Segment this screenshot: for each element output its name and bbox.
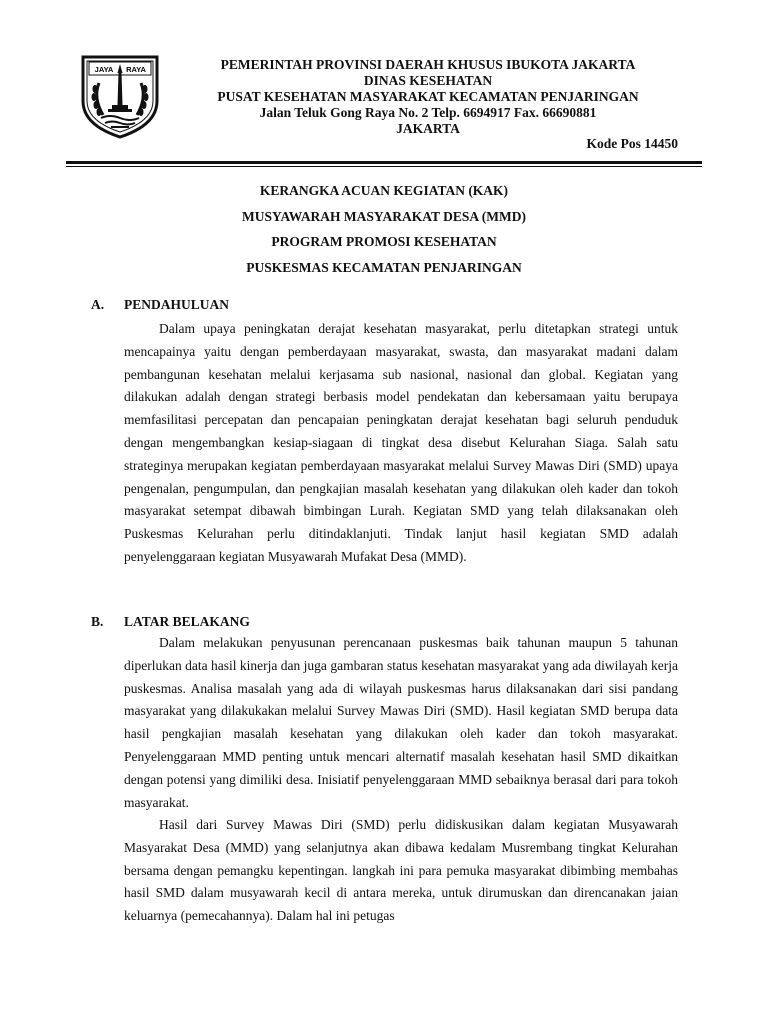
header-postal-code: Kode Pos 14450 [586, 136, 678, 151]
section-b-paragraph-1: Dalam melakukan penyusunan perencanaan puskesmas baik tahunan maupun 5 tahunan diperlukan data hasil kinerja dan juga gambaran status kesehatan masyarakat yang ada diwilayah kerja puskesmas. Analisa masalah yang ada di wilayah puskesmas harus dilaksanakan dari sisi pandang masyarakat yang dilakukakan melalui Survey Mawas Diri (SMD). Hasil kegiatan SMD berupa data hasil pengkajian masalah kesehatan yang dilakukan oleh kader dan tokoh masyarakat. Penyelenggaraan MMD penting untuk mencari alternatif masalah kesehatan hasil SMD dikaitkan dengan potensi yang dimiliki desa. Inisiatif penyelenggaraan MMD sebaiknya berasal dari para tokoh masyarakat. [124, 635, 678, 810]
header-institution: PUSAT KESEHATAN MASYARAKAT KECAMATAN PENJARINGAN [217, 89, 639, 104]
header-government: PEMERINTAH PROVINSI DAERAH KHUSUS IBUKOTA JAKARTA [220, 57, 636, 72]
document-title: KERANGKA ACUAN KEGIATAN (KAK) [259, 183, 509, 198]
svg-text:JAYA: JAYA [94, 65, 114, 74]
header-divider-thick [66, 161, 702, 164]
jaya-raya-emblem-icon [77, 53, 163, 139]
svg-text:RAYA: RAYA [126, 65, 146, 74]
section-b-paragraph-2: Hasil dari Survey Mawas Diri (SMD) perlu didiskusikan dalam kegiatan Musyawarah Masyarakat Desa (MMD) yang selanjutnya akan dibawa kedalam Musrembang tingkat Kelurahan bersama dengan pemangku kepentingan. langkah ini para pemuka masyarakat dibimbing membahas hasil SMD dalam musyawarah kecil di antara mereka, untuk dirumuskan dan direncanakan jaian keluarnya (pemecahannya). Dalam hal ini petugas [124, 817, 678, 924]
document-subtitle-program: PROGRAM PROMOSI KESEHATAN [271, 234, 497, 250]
section-b-letter: B. [91, 614, 104, 629]
header-agency: DINAS KESEHATAN [363, 73, 493, 88]
document-subtitle-activity: MUSYAWARAH MASYARAKAT DESA (MMD) [242, 208, 526, 224]
header-address: Jalan Teluk Gong Raya No. 2 Telp. 6694917 Fax. 66690881 [259, 105, 597, 120]
header-city: JAKARTA [396, 121, 460, 136]
header-divider-thin [66, 166, 702, 167]
section-a-heading: PENDAHULUAN [124, 297, 230, 312]
section-b-heading: LATAR BELAKANG [124, 614, 250, 629]
document-subtitle-facility: PUSKESMAS KECAMATAN PENJARINGAN [246, 260, 522, 276]
section-a-letter: A. [91, 297, 105, 312]
document-title-block [0, 182, 768, 285]
section-a-paragraph: Dalam upaya peningkatan derajat kesehatan masyarakat, perlu ditetapkan strategi untuk mencapainya yaitu dengan pemberdayaan masyarakat, swasta, dan masyarakat madani dalam pembangunan kesehatan melalui kerjasama sub nasional, nasional dan global. Kegiatan yang dilakukan adalah dengan strategi berbasis model pendekatan dan kebersamaan yaitu berupaya memfasilitasi percepatan dan pencapaian peningkatan derajat kesehatan bagi seluruh penduduk dengan mengembangkan kesiap-siagaan di tingkat desa disebut Kelurahan Siaga. Salah satu strateginya merupakan kegiatan pemberdayaan masyarakat melalui Survey Mawas Diri (SMD) upaya pengenalan, pengumpulan, dan pengkajian masalah kesehatan yang dilakukan oleh kader dan tokoh masyarakat setempat dibawah bimbingan Lurah. Kegiatan SMD yang telah dilaksanakan oleh Puskesmas Kelurahan perlu ditindaklanjuti. Tindak lanjut hasil kegiatan SMD adalah penyelenggaraan kegiatan Musyawarah Mufakat Desa (MMD). [124, 321, 678, 564]
